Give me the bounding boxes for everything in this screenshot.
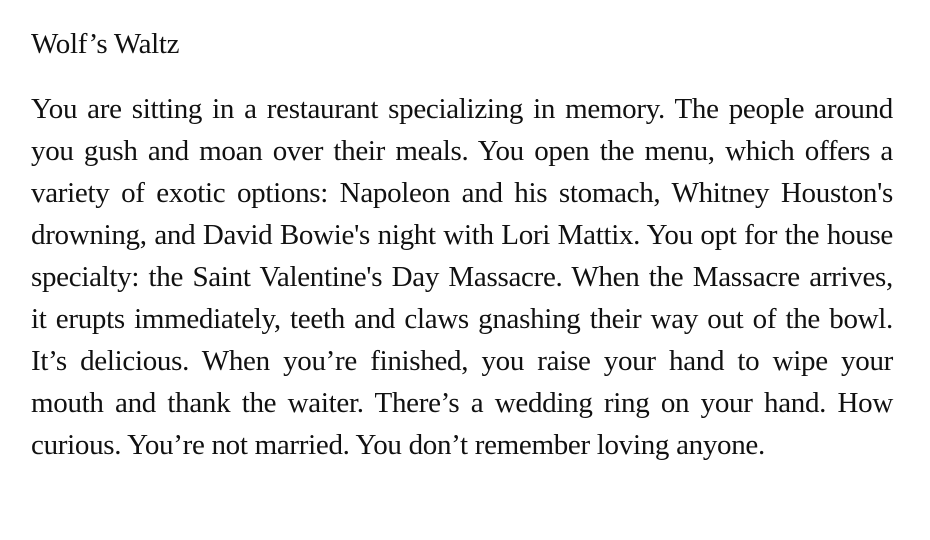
document-paragraph: You are sitting in a restaurant specializing in memory. The people around you gush and moan over their meals. You open the menu, which offers a variety of exotic options: Napoleon and his stomach, Whitney Houston's drowning, and David Bowie's night with Lori Mattix. You opt for the house specialty: the Saint Valentine's Day Massacre. When the Massacre arrives, it erupts immediately, teeth and claws gnashing their way out of the bowl. It’s delicious. When you’re finished, you raise your hand to wipe your mouth and thank the waiter. There’s a wedding ring on your hand. How curious. You’re not married. You don’t remember loving anyone. (31, 93, 893, 461)
document-title: Wolf’s Waltz (31, 28, 180, 60)
document (31, 26, 893, 466)
